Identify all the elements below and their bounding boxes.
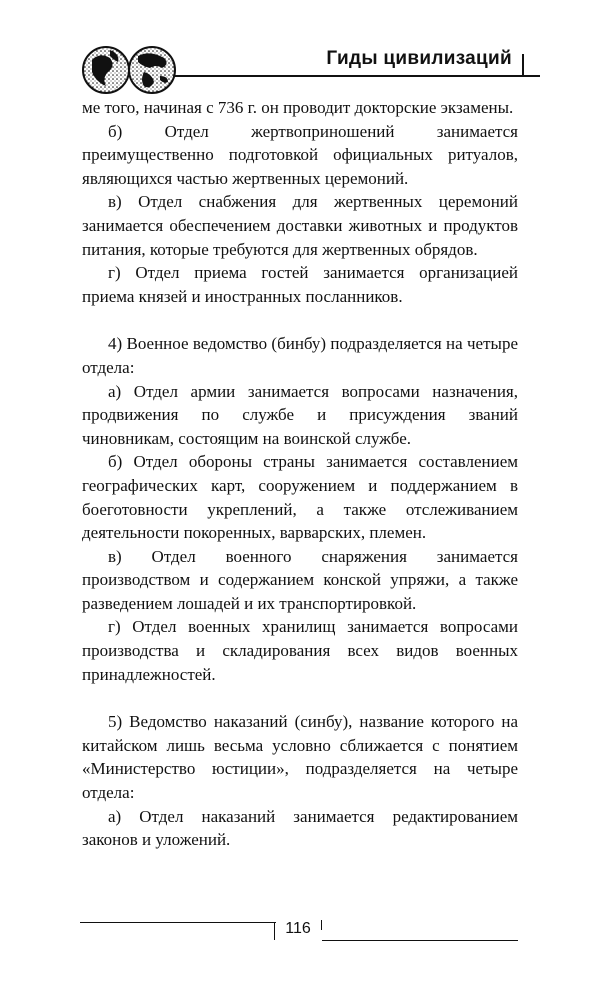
paragraph: б) Отдел обороны страны занимается составлением географических карт, сооружением и поддержанием в боеготовности укреплений, а также отслеживанием деятельности покоренных, варварских, племен. xyxy=(82,452,518,543)
footer-rule-left xyxy=(80,922,276,923)
header-rule xyxy=(174,75,540,77)
paragraph: 5) Ведомство наказаний (синбу), название которого на китайском лишь весьма условно сближается с понятием «Министерство юстиции», подразделяется на четыре отдела: xyxy=(82,712,518,803)
paragraph: ме того, начиная с 736 г. он проводит докторские экзамены. xyxy=(82,98,514,117)
paragraph: а) Отдел армии занимается вопросами назначения, продвижения по службе и присуждения званий чиновникам, состоящим на воинской службе. xyxy=(82,381,518,448)
running-header-title: Гиды цивилизаций xyxy=(326,48,512,69)
page-number-bracket-left xyxy=(274,922,275,940)
globe-hemispheres-icon xyxy=(80,42,180,98)
running-header xyxy=(80,36,540,96)
paragraph: а) Отдел наказаний занимается редактированием законов и уложений. xyxy=(82,806,518,850)
page-number-box xyxy=(274,920,322,942)
paragraph: б) Отдел жертвоприношений занимается преимущественно подготовкой официальных ритуалов, являющихся частью жертвенных церемоний. xyxy=(82,121,518,188)
paragraph: г) Отдел военных хранилищ занимается вопросами производства и складирования всех видов военных принадлежностей. xyxy=(82,617,518,684)
footer-rule-right xyxy=(322,940,518,941)
paragraph: г) Отдел приема гостей занимается организацией приема князей и иностранных посланников. xyxy=(82,263,518,306)
header-rule-tick xyxy=(522,54,524,77)
paragraph: в) Отдел снабжения для жертвенных церемоний занимается обеспечением доставки животных и продуктов питания, которые требуются для жертвенных обрядов. xyxy=(82,192,518,259)
page-number: 116 xyxy=(285,920,311,937)
page-number-bracket-right xyxy=(321,920,322,930)
paragraph: 4) Военное ведомство (бинбу) подразделяется на четыре отдела: xyxy=(82,334,518,377)
paragraph: в) Отдел военного снаряжения занимается производством и содержанием конской упряжи, а также разведением лошадей и их транспортировкой. xyxy=(82,546,518,613)
page-body xyxy=(82,96,518,852)
